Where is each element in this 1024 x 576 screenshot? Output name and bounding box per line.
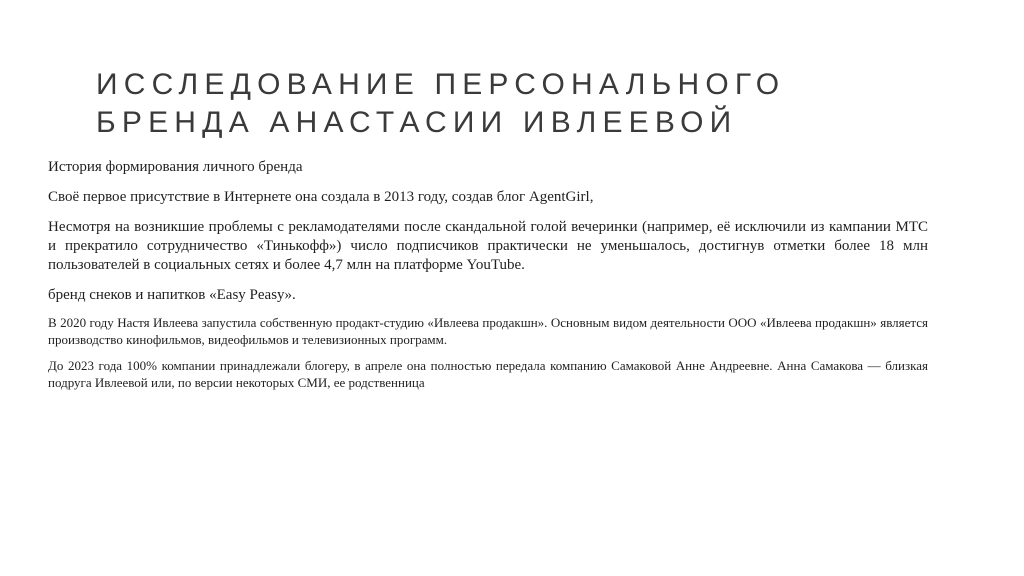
paragraph-history-heading: История формирования личного бренда xyxy=(48,159,303,175)
slide-title-line-2: БРЕНДА АНАСТАСИИ ИВЛЕЕВОЙ xyxy=(96,106,738,139)
paragraph-snack-brand: бренд снеков и напитков «Easy Peasy». xyxy=(48,287,296,303)
slide-title-line-1: ИССЛЕДОВАНИЕ ПЕРСОНАЛЬНОГО xyxy=(96,68,786,101)
paragraph-advertisers-problems: Несмотря на возникшие проблемы с рекламодателями после скандальной голой вечеринки (например, её исключили из кампании МТС и прекратило сотрудничество «Тинькофф») число подписчиков практически не уменьшалось, достигнув отметки более 18 млн пользователей в социальных сетях и более 4,7 млн на платформе YouTube. xyxy=(48,219,928,273)
slide-body xyxy=(48,158,928,391)
paragraph-production-studio: В 2020 году Настя Ивлеева запустила собственную продакт-студию «Ивлеева продакшн». Основным видом деятельности ООО «Ивлеева продакшн» является производство кинофильмов, видеофильмов и телевизионных программ. xyxy=(48,315,928,347)
paragraph-first-presence: Своё первое присутствие в Интернете она создала в 2013 году, создав блог AgentGirl, xyxy=(48,189,594,205)
paragraph-company-transfer: До 2023 года 100% компании принадлежали блогеру, в апреле она полностью передала компанию Самаковой Анне Андреевне. Анна Самакова — близкая подруга Ивлеевой или, по версии некоторых СМИ, ее родственница xyxy=(48,358,928,390)
slide-title xyxy=(96,66,956,142)
